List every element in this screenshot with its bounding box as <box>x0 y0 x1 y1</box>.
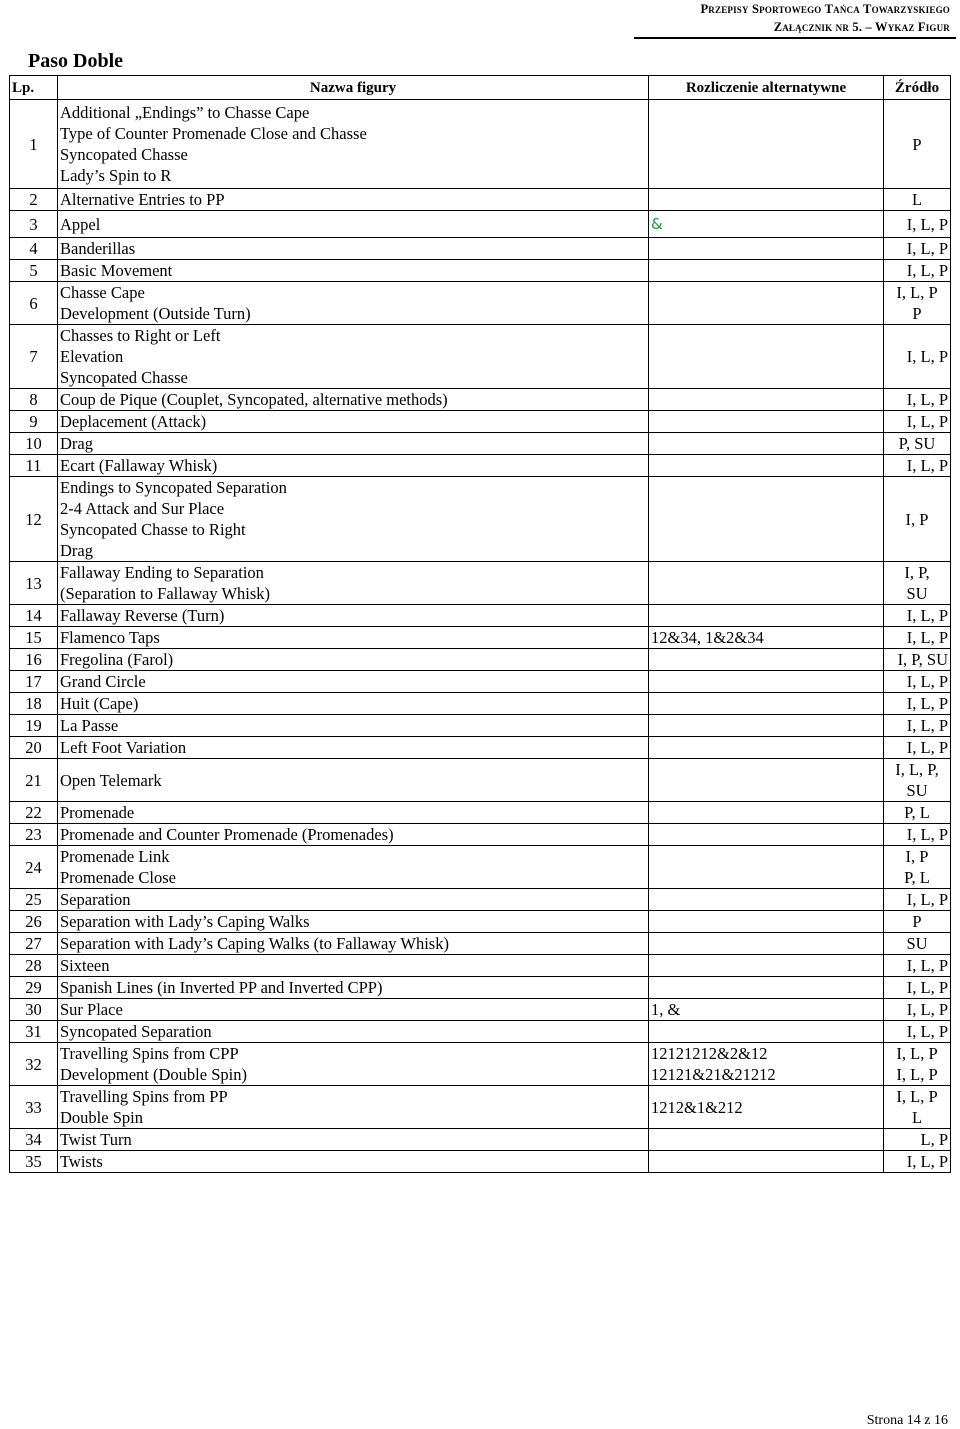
figure-name-line: Double Spin <box>60 1108 143 1127</box>
figure-source-line: SU <box>906 781 928 800</box>
figure-name <box>58 715 649 737</box>
alternative-count <box>649 649 884 671</box>
figure-source <box>884 627 951 649</box>
figure-source-line: I, L, P, <box>895 760 939 779</box>
figure-name-line: Development (Double Spin) <box>60 1065 247 1084</box>
alternative-count <box>649 759 884 802</box>
table-row <box>10 325 951 389</box>
figure-number: 19 <box>10 715 58 737</box>
figure-number: 35 <box>10 1151 58 1173</box>
table-row <box>10 477 951 562</box>
figure-name-line: Ecart (Fallaway Whisk) <box>60 456 218 475</box>
figure-number: 14 <box>10 605 58 627</box>
figure-name <box>58 455 649 477</box>
table-header-row <box>10 76 951 100</box>
table-row <box>10 977 951 999</box>
table-row <box>10 211 951 238</box>
figure-name-line: Open Telemark <box>60 770 162 790</box>
figure-name-line: Drag <box>60 541 93 560</box>
figure-name <box>58 1151 649 1173</box>
alternative-count <box>649 846 884 889</box>
alternative-count <box>649 1151 884 1173</box>
figure-source-line: I, L, P <box>906 606 948 625</box>
table-row <box>10 238 951 260</box>
figure-source-line: I, P, SU <box>897 650 948 669</box>
alternative-count <box>649 325 884 389</box>
figure-number: 22 <box>10 802 58 824</box>
figure-name-line: Promenade Link <box>60 847 170 866</box>
alternative-count <box>649 1021 884 1043</box>
alternative-count-line: 12121&21&21212 <box>651 1065 776 1084</box>
figure-source <box>884 1151 951 1173</box>
figure-source-line: I, L, P <box>906 628 948 647</box>
figure-source <box>884 100 951 189</box>
alternative-count <box>649 693 884 715</box>
figure-source <box>884 846 951 889</box>
alternative-count-line: 1, & <box>651 1000 681 1019</box>
figure-source-line: L <box>911 1108 923 1127</box>
table-row <box>10 737 951 759</box>
figure-number: 17 <box>10 671 58 693</box>
alternative-count <box>649 802 884 824</box>
figure-source-line: I, L, P <box>906 1152 948 1171</box>
figure-number: 21 <box>10 759 58 802</box>
alternative-count <box>649 411 884 433</box>
figure-name-line: Additional „Endings” to Chasse Cape <box>60 103 310 122</box>
figure-name-line: Appel <box>60 214 101 234</box>
figure-source-line: I, L, P <box>906 1000 948 1019</box>
figure-source <box>884 562 951 605</box>
alternative-count <box>649 911 884 933</box>
figure-source <box>884 189 951 211</box>
alternative-count <box>649 433 884 455</box>
figure-number: 1 <box>10 100 58 189</box>
figure-number: 8 <box>10 389 58 411</box>
figure-name <box>58 325 649 389</box>
figure-source-line: I, P <box>905 847 929 866</box>
figure-name <box>58 671 649 693</box>
figure-name <box>58 433 649 455</box>
figure-source-line: I, L, P <box>896 1087 938 1106</box>
figure-number: 18 <box>10 693 58 715</box>
figure-source-line: I, L, P <box>896 1044 938 1063</box>
figure-name <box>58 824 649 846</box>
table-row <box>10 1151 951 1173</box>
figure-source <box>884 325 951 389</box>
table-row <box>10 189 951 211</box>
figure-name-line: Syncopated Chasse to Right <box>60 520 246 539</box>
table-row <box>10 846 951 889</box>
figure-source <box>884 477 951 562</box>
table-row <box>10 1086 951 1129</box>
alternative-count <box>649 999 884 1021</box>
alternative-count <box>649 889 884 911</box>
figure-name <box>58 977 649 999</box>
alternative-count <box>649 238 884 260</box>
alternative-count-line: 12121212&2&12 <box>651 1044 768 1063</box>
figure-name-line: Development (Outside Turn) <box>60 304 251 323</box>
page-number: Strona 14 z 16 <box>866 1413 948 1428</box>
alternative-count <box>649 605 884 627</box>
alternative-count <box>649 477 884 562</box>
figure-number: 12 <box>10 477 58 562</box>
table-row <box>10 671 951 693</box>
table-row <box>10 889 951 911</box>
figure-name-line: Coup de Pique (Couplet, Syncopated, alternative methods) <box>60 390 448 409</box>
alternative-count <box>649 189 884 211</box>
figure-name <box>58 389 649 411</box>
figure-name-line: Alternative Entries to PP <box>60 190 225 209</box>
figure-source <box>884 999 951 1021</box>
figure-name <box>58 477 649 562</box>
figure-name <box>58 282 649 325</box>
column-header-source: Źródło <box>884 76 951 100</box>
figure-source-line: SU <box>906 934 928 953</box>
figure-name-line: Endings to Syncopated Separation <box>60 478 287 497</box>
table-row <box>10 605 951 627</box>
figure-number: 25 <box>10 889 58 911</box>
figure-name-line: Basic Movement <box>60 261 173 280</box>
figure-source-line: I, L, P <box>906 672 948 691</box>
figure-number: 29 <box>10 977 58 999</box>
figure-name <box>58 627 649 649</box>
figure-source-line: I, L, P <box>896 1065 938 1084</box>
header-line-1: Przepisy Sportowego Tańca Towarzyskiego <box>700 2 950 16</box>
figure-source-line: P <box>912 912 922 931</box>
figure-name-line: Sixteen <box>60 956 110 975</box>
figure-source-line: I, L, P <box>906 347 948 366</box>
figure-name-line: Promenade <box>60 803 135 822</box>
figure-source-line: I, L, P <box>906 214 948 234</box>
alternative-count <box>649 1043 884 1086</box>
figure-source-line: L <box>911 190 923 209</box>
figure-source <box>884 282 951 325</box>
figure-name <box>58 1021 649 1043</box>
figure-source <box>884 933 951 955</box>
figure-name-line: Chasses to Right or Left <box>60 326 221 345</box>
figure-source-line: P, L <box>904 868 930 887</box>
figure-source <box>884 389 951 411</box>
figure-source-line: P, L <box>904 803 930 822</box>
figure-name <box>58 100 649 189</box>
figure-name-line: Separation with Lady’s Caping Walks (to Fallaway Whisk) <box>60 934 449 953</box>
figure-name-line: Drag <box>60 434 93 453</box>
figure-source <box>884 1043 951 1086</box>
figure-number: 30 <box>10 999 58 1021</box>
figure-name-line: Separation <box>60 890 131 909</box>
figure-source-line: SU <box>906 584 928 603</box>
figure-source <box>884 977 951 999</box>
figure-name <box>58 889 649 911</box>
figure-name <box>58 1043 649 1086</box>
table-row <box>10 824 951 846</box>
figure-name <box>58 846 649 889</box>
figure-number: 15 <box>10 627 58 649</box>
alternative-count <box>649 933 884 955</box>
table-row <box>10 1129 951 1151</box>
table-row <box>10 649 951 671</box>
figure-number: 20 <box>10 737 58 759</box>
table-row <box>10 759 951 802</box>
figure-source <box>884 260 951 282</box>
figure-number: 33 <box>10 1086 58 1129</box>
figure-source-line: I, L, P <box>906 825 948 844</box>
alternative-count-line: 1212&1&212 <box>651 1097 743 1117</box>
figure-number: 34 <box>10 1129 58 1151</box>
figure-source-line: I, L, P <box>906 738 948 757</box>
figure-name-line: Syncopated Chasse <box>60 145 188 164</box>
figure-source <box>884 455 951 477</box>
figure-name <box>58 605 649 627</box>
figure-source-line: I, L, P <box>906 956 948 975</box>
figure-source <box>884 411 951 433</box>
figure-source <box>884 759 951 802</box>
running-header <box>700 0 950 36</box>
alternative-count <box>649 211 884 238</box>
alternative-count <box>649 671 884 693</box>
figure-name <box>58 562 649 605</box>
figure-source-line: I, L, P <box>906 890 948 909</box>
page-title: Paso Doble <box>28 50 123 72</box>
figure-number: 10 <box>10 433 58 455</box>
figure-source <box>884 737 951 759</box>
figure-number: 24 <box>10 846 58 889</box>
figure-source <box>884 802 951 824</box>
figure-name-line: Promenade Close <box>60 868 176 887</box>
figure-source <box>884 911 951 933</box>
alternative-count-line: & <box>651 214 663 233</box>
figure-source <box>884 211 951 238</box>
table-row <box>10 100 951 189</box>
alternative-count <box>649 260 884 282</box>
figure-source <box>884 433 951 455</box>
figure-name <box>58 189 649 211</box>
figure-source-line: I, L, P <box>906 261 948 280</box>
alternative-count <box>649 562 884 605</box>
column-header-name: Nazwa figury <box>58 76 649 100</box>
figure-name-line: Left Foot Variation <box>60 738 187 757</box>
alternative-count <box>649 100 884 189</box>
table-row <box>10 562 951 605</box>
alternative-count <box>649 737 884 759</box>
figure-source-line: I, L, P <box>906 694 948 713</box>
figure-name <box>58 238 649 260</box>
figure-source-line: P <box>912 134 922 154</box>
figure-source-line: I, L, P <box>906 390 948 409</box>
figure-source-line: I, P, <box>904 563 930 582</box>
column-header-lp: Lp. <box>10 76 58 100</box>
figure-name <box>58 933 649 955</box>
figure-name-line: Huit (Cape) <box>60 694 139 713</box>
column-header-alt: Rozliczenie alternatywne <box>649 76 884 100</box>
figure-name-line: Spanish Lines (in Inverted PP and Inverted CPP) <box>60 978 383 997</box>
figure-name-line: Travelling Spins from PP <box>60 1087 228 1106</box>
header-rule <box>634 37 956 39</box>
figure-name-line: (Separation to Fallaway Whisk) <box>60 584 271 603</box>
figure-name <box>58 759 649 802</box>
table-row <box>10 260 951 282</box>
table-row <box>10 933 951 955</box>
table-row <box>10 1021 951 1043</box>
figure-source <box>884 955 951 977</box>
figure-number: 9 <box>10 411 58 433</box>
figure-name-line: Fallaway Reverse (Turn) <box>60 606 225 625</box>
alternative-count <box>649 824 884 846</box>
figure-name <box>58 1086 649 1129</box>
figure-name-line: Fallaway Ending to Separation <box>60 563 264 582</box>
table-row <box>10 433 951 455</box>
figure-name <box>58 802 649 824</box>
figure-number: 11 <box>10 455 58 477</box>
alternative-count <box>649 282 884 325</box>
table-row <box>10 1043 951 1086</box>
figure-source <box>884 671 951 693</box>
figure-source <box>884 605 951 627</box>
figure-name-line: Grand Circle <box>60 672 146 691</box>
alternative-count <box>649 1129 884 1151</box>
figure-number: 26 <box>10 911 58 933</box>
figure-name-line: Separation with Lady’s Caping Walks <box>60 912 310 931</box>
figure-number: 7 <box>10 325 58 389</box>
figure-name-line: Twists <box>60 1152 103 1171</box>
figure-source-line: L, P <box>920 1130 948 1149</box>
figure-name-line: Flamenco Taps <box>60 628 160 647</box>
figures-table <box>9 75 951 1173</box>
figure-source-line: I, P <box>905 509 929 529</box>
figure-name <box>58 649 649 671</box>
table-row <box>10 411 951 433</box>
figure-name-line: La Passe <box>60 716 119 735</box>
figure-source-line: I, L, P <box>906 978 948 997</box>
figure-name-line: Twist Turn <box>60 1130 132 1149</box>
figure-number: 16 <box>10 649 58 671</box>
figure-source-line: I, L, P <box>906 456 948 475</box>
figure-name <box>58 411 649 433</box>
figure-name <box>58 211 649 238</box>
figure-name-line: Elevation <box>60 347 124 366</box>
table-row <box>10 455 951 477</box>
alternative-count <box>649 389 884 411</box>
table-row <box>10 389 951 411</box>
figure-source-line: I, L, P <box>906 412 948 431</box>
figure-source <box>884 693 951 715</box>
figure-number: 27 <box>10 933 58 955</box>
table-row <box>10 627 951 649</box>
table-row <box>10 282 951 325</box>
table-row <box>10 911 951 933</box>
figure-name-line: Sur Place <box>60 1000 123 1019</box>
figure-name-line: Type of Counter Promenade Close and Chasse <box>60 124 367 143</box>
alternative-count-line: 12&34, 1&2&34 <box>651 628 764 647</box>
figure-source-line: P <box>912 304 922 323</box>
figure-source <box>884 715 951 737</box>
alternative-count <box>649 715 884 737</box>
table-row <box>10 715 951 737</box>
figure-name <box>58 260 649 282</box>
table-body <box>10 100 951 1173</box>
table-row <box>10 955 951 977</box>
figure-name-line: Syncopated Chasse <box>60 368 188 387</box>
alternative-count <box>649 1086 884 1129</box>
figure-source <box>884 649 951 671</box>
figure-number: 5 <box>10 260 58 282</box>
figure-name-line: Syncopated Separation <box>60 1022 212 1041</box>
figure-name-line: Promenade and Counter Promenade (Promenades) <box>60 825 394 844</box>
figure-number: 31 <box>10 1021 58 1043</box>
figure-source-line: I, L, P <box>906 716 948 735</box>
figure-number: 28 <box>10 955 58 977</box>
figure-number: 23 <box>10 824 58 846</box>
figure-name-line: Chasse Cape <box>60 283 145 302</box>
figure-source <box>884 238 951 260</box>
figure-source-line: P, SU <box>898 434 936 453</box>
figure-number: 32 <box>10 1043 58 1086</box>
figure-source-line: I, L, P <box>896 283 938 302</box>
figure-name-line: Travelling Spins from CPP <box>60 1044 239 1063</box>
table-row <box>10 999 951 1021</box>
figure-name-line: Fregolina (Farol) <box>60 650 174 669</box>
figure-source <box>884 1129 951 1151</box>
figure-number: 3 <box>10 211 58 238</box>
figure-name-line: Deplacement (Attack) <box>60 412 207 431</box>
figure-name <box>58 693 649 715</box>
header-line-2: Załącznik nr 5. – Wykaz Figur <box>773 20 950 34</box>
figure-name-line: 2-4 Attack and Sur Place <box>60 499 225 518</box>
figure-name <box>58 999 649 1021</box>
figure-source <box>884 1021 951 1043</box>
alternative-count <box>649 977 884 999</box>
figure-name-line: Lady’s Spin to R <box>60 166 172 185</box>
figure-name-line: Banderillas <box>60 239 136 258</box>
figure-source <box>884 1086 951 1129</box>
figure-name <box>58 955 649 977</box>
alternative-count <box>649 955 884 977</box>
figure-name <box>58 1129 649 1151</box>
figure-name <box>58 737 649 759</box>
figure-source-line: I, L, P <box>906 1022 948 1041</box>
figure-number: 4 <box>10 238 58 260</box>
figure-number: 6 <box>10 282 58 325</box>
alternative-count <box>649 455 884 477</box>
alternative-count <box>649 627 884 649</box>
table-row <box>10 693 951 715</box>
figure-source <box>884 889 951 911</box>
figure-source <box>884 824 951 846</box>
table-row <box>10 802 951 824</box>
figure-source-line: I, L, P <box>906 239 948 258</box>
figure-number: 13 <box>10 562 58 605</box>
figure-number: 2 <box>10 189 58 211</box>
figure-name <box>58 911 649 933</box>
